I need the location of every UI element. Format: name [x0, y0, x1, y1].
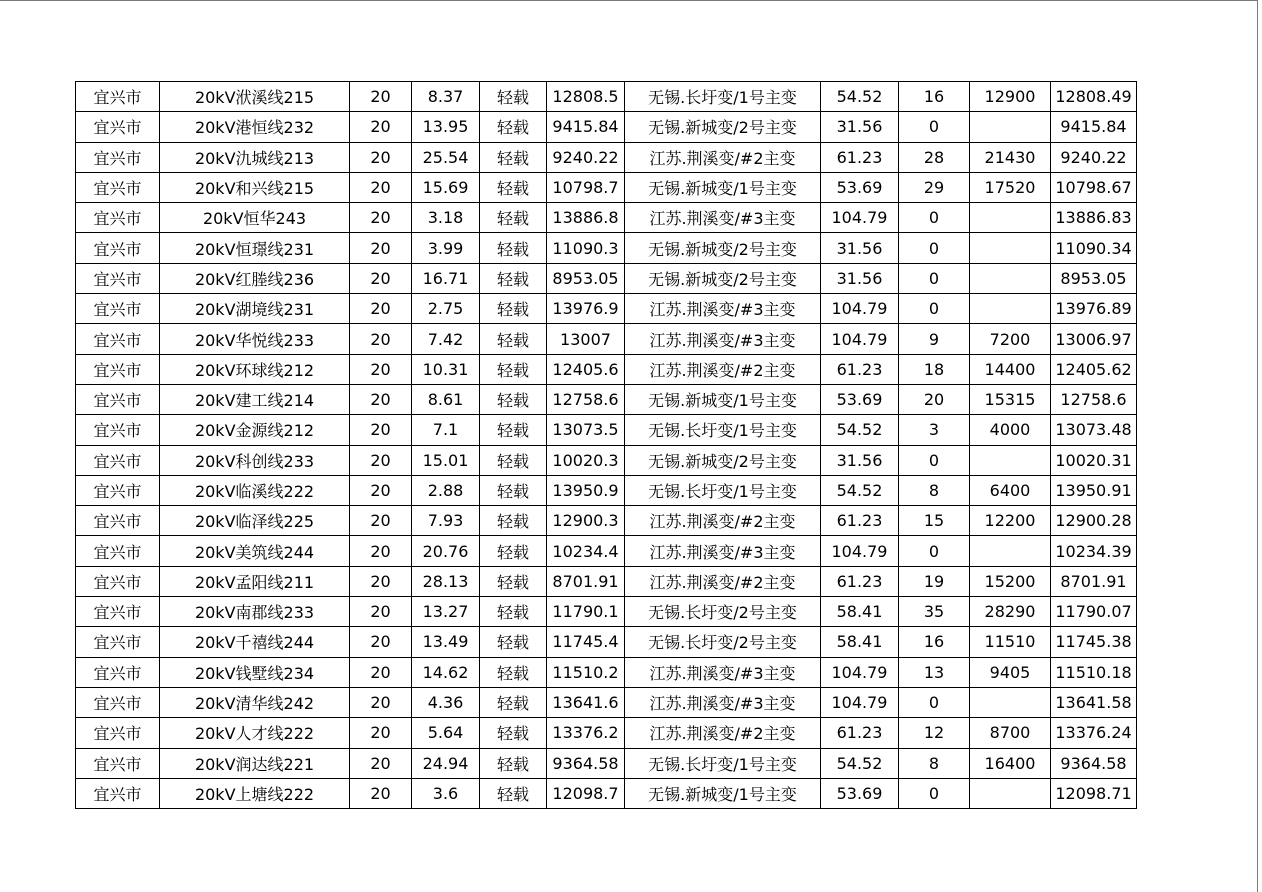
length-cell: 3.6	[412, 778, 480, 808]
table-row	[76, 172, 1137, 202]
count-cell: 12	[899, 718, 970, 748]
transformer-cell: 无锡.长圩变/2号主变	[625, 627, 821, 657]
value-a-cell: 13376.2	[547, 718, 625, 748]
value-c-cell: 13641.58	[1051, 687, 1137, 717]
load-status-cell: 轻载	[480, 718, 547, 748]
count-cell: 20	[899, 384, 970, 414]
transformer-cell: 江苏.荆溪变/#3主变	[625, 324, 821, 354]
voltage-cell: 20	[350, 233, 412, 263]
city-cell: 宜兴市	[76, 536, 160, 566]
value-b-cell	[970, 687, 1051, 717]
value-b-cell: 16400	[970, 748, 1051, 778]
transformer-cell: 江苏.荆溪变/#2主变	[625, 354, 821, 384]
load-status-cell: 轻载	[480, 142, 547, 172]
line-name-cell: 20kV红塍线236	[160, 263, 350, 293]
city-cell: 宜兴市	[76, 566, 160, 596]
count-cell: 0	[899, 112, 970, 142]
transformer-cell: 江苏.荆溪变/#2主变	[625, 566, 821, 596]
line-name-cell: 20kV湖境线231	[160, 294, 350, 324]
length-cell: 8.37	[412, 82, 480, 112]
load-status-cell: 轻载	[480, 627, 547, 657]
city-cell: 宜兴市	[76, 687, 160, 717]
transformer-cell: 无锡.新城变/1号主变	[625, 384, 821, 414]
city-cell: 宜兴市	[76, 627, 160, 657]
table-row	[76, 718, 1137, 748]
value-b-cell: 28290	[970, 597, 1051, 627]
value-b-cell: 15200	[970, 566, 1051, 596]
count-cell: 0	[899, 263, 970, 293]
line-name-cell: 20kV环球线212	[160, 354, 350, 384]
transformer-cell: 无锡.长圩变/1号主变	[625, 415, 821, 445]
load-status-cell: 轻载	[480, 82, 547, 112]
table-row	[76, 324, 1137, 354]
transformer-cell: 无锡.新城变/2号主变	[625, 112, 821, 142]
transformer-cell: 无锡.新城变/2号主变	[625, 233, 821, 263]
line-name-cell: 20kV钱墅线234	[160, 657, 350, 687]
count-cell: 0	[899, 536, 970, 566]
value-c-cell: 13376.24	[1051, 718, 1137, 748]
transformer-cell: 无锡.长圩变/1号主变	[625, 82, 821, 112]
line-name-cell: 20kV恒璟线231	[160, 233, 350, 263]
count-cell: 28	[899, 142, 970, 172]
city-cell: 宜兴市	[76, 324, 160, 354]
count-cell: 15	[899, 506, 970, 536]
city-cell: 宜兴市	[76, 112, 160, 142]
line-name-cell: 20kV华悦线233	[160, 324, 350, 354]
value-b-cell: 8700	[970, 718, 1051, 748]
capacity-cell: 54.52	[821, 475, 899, 505]
load-status-cell: 轻载	[480, 233, 547, 263]
table-row	[76, 657, 1137, 687]
value-c-cell: 13073.48	[1051, 415, 1137, 445]
capacity-cell: 61.23	[821, 506, 899, 536]
line-name-cell: 20kV上塘线222	[160, 778, 350, 808]
length-cell: 16.71	[412, 263, 480, 293]
transformer-cell: 无锡.新城变/1号主变	[625, 172, 821, 202]
value-c-cell: 13006.97	[1051, 324, 1137, 354]
capacity-cell: 104.79	[821, 687, 899, 717]
line-name-cell: 20kV临溪线222	[160, 475, 350, 505]
voltage-cell: 20	[350, 172, 412, 202]
line-name-cell: 20kV美筑线244	[160, 536, 350, 566]
load-status-cell: 轻载	[480, 263, 547, 293]
transformer-cell: 江苏.荆溪变/#2主变	[625, 506, 821, 536]
value-b-cell: 14400	[970, 354, 1051, 384]
table-row	[76, 536, 1137, 566]
value-b-cell: 12900	[970, 82, 1051, 112]
voltage-cell: 20	[350, 324, 412, 354]
voltage-cell: 20	[350, 748, 412, 778]
line-name-cell: 20kV和兴线215	[160, 172, 350, 202]
line-name-cell: 20kV科创线233	[160, 445, 350, 475]
value-a-cell: 8953.05	[547, 263, 625, 293]
value-c-cell: 11510.18	[1051, 657, 1137, 687]
value-a-cell: 11090.3	[547, 233, 625, 263]
length-cell: 15.69	[412, 172, 480, 202]
count-cell: 19	[899, 566, 970, 596]
capacity-cell: 31.56	[821, 445, 899, 475]
table-row	[76, 354, 1137, 384]
voltage-cell: 20	[350, 627, 412, 657]
load-status-cell: 轻载	[480, 172, 547, 202]
table-row	[76, 506, 1137, 536]
transformer-cell: 无锡.长圩变/1号主变	[625, 748, 821, 778]
value-a-cell: 10020.3	[547, 445, 625, 475]
value-a-cell: 9415.84	[547, 112, 625, 142]
count-cell: 8	[899, 475, 970, 505]
voltage-cell: 20	[350, 506, 412, 536]
load-status-cell: 轻载	[480, 324, 547, 354]
table-row	[76, 748, 1137, 778]
load-status-cell: 轻载	[480, 112, 547, 142]
line-name-cell: 20kV氿城线213	[160, 142, 350, 172]
table-row	[76, 203, 1137, 233]
length-cell: 3.99	[412, 233, 480, 263]
table-row	[76, 627, 1137, 657]
voltage-cell: 20	[350, 112, 412, 142]
value-b-cell: 6400	[970, 475, 1051, 505]
table-row	[76, 597, 1137, 627]
table-row	[76, 415, 1137, 445]
table-row	[76, 294, 1137, 324]
line-name-cell: 20kV千禧线244	[160, 627, 350, 657]
value-b-cell	[970, 445, 1051, 475]
voltage-cell: 20	[350, 82, 412, 112]
value-b-cell	[970, 536, 1051, 566]
city-cell: 宜兴市	[76, 82, 160, 112]
load-status-cell: 轻载	[480, 657, 547, 687]
count-cell: 13	[899, 657, 970, 687]
count-cell: 0	[899, 294, 970, 324]
voltage-cell: 20	[350, 294, 412, 324]
length-cell: 25.54	[412, 142, 480, 172]
load-status-cell: 轻载	[480, 445, 547, 475]
value-b-cell: 15315	[970, 384, 1051, 414]
value-c-cell: 12405.62	[1051, 354, 1137, 384]
voltage-cell: 20	[350, 597, 412, 627]
voltage-cell: 20	[350, 475, 412, 505]
transformer-cell: 江苏.荆溪变/#3主变	[625, 687, 821, 717]
transformer-cell: 江苏.荆溪变/#2主变	[625, 718, 821, 748]
voltage-cell: 20	[350, 354, 412, 384]
value-a-cell: 12758.6	[547, 384, 625, 414]
value-b-cell	[970, 233, 1051, 263]
load-status-cell: 轻载	[480, 687, 547, 717]
value-a-cell: 9364.58	[547, 748, 625, 778]
value-c-cell: 10020.31	[1051, 445, 1137, 475]
load-status-cell: 轻载	[480, 384, 547, 414]
load-status-cell: 轻载	[480, 566, 547, 596]
capacity-cell: 104.79	[821, 536, 899, 566]
value-a-cell: 11790.1	[547, 597, 625, 627]
transformer-cell: 江苏.荆溪变/#2主变	[625, 142, 821, 172]
length-cell: 7.93	[412, 506, 480, 536]
load-status-cell: 轻载	[480, 506, 547, 536]
value-a-cell: 13641.6	[547, 687, 625, 717]
table-row	[76, 112, 1137, 142]
value-c-cell: 9240.22	[1051, 142, 1137, 172]
load-status-cell: 轻载	[480, 597, 547, 627]
capacity-cell: 104.79	[821, 203, 899, 233]
value-c-cell: 8953.05	[1051, 263, 1137, 293]
count-cell: 16	[899, 627, 970, 657]
voltage-cell: 20	[350, 203, 412, 233]
value-a-cell: 13950.9	[547, 475, 625, 505]
value-c-cell: 13976.89	[1051, 294, 1137, 324]
transformer-cell: 无锡.长圩变/2号主变	[625, 597, 821, 627]
load-status-cell: 轻载	[480, 748, 547, 778]
line-name-cell: 20kV润达线221	[160, 748, 350, 778]
value-c-cell: 10798.67	[1051, 172, 1137, 202]
count-cell: 16	[899, 82, 970, 112]
line-name-cell: 20kV洑溪线215	[160, 82, 350, 112]
value-b-cell: 12200	[970, 506, 1051, 536]
table-row	[76, 445, 1137, 475]
transformer-cell: 江苏.荆溪变/#3主变	[625, 294, 821, 324]
transformer-cell: 无锡.新城变/1号主变	[625, 778, 821, 808]
capacity-cell: 58.41	[821, 597, 899, 627]
table-row	[76, 384, 1137, 414]
load-status-cell: 轻载	[480, 294, 547, 324]
city-cell: 宜兴市	[76, 384, 160, 414]
capacity-cell: 104.79	[821, 294, 899, 324]
value-a-cell: 11745.4	[547, 627, 625, 657]
value-c-cell: 9364.58	[1051, 748, 1137, 778]
data-table	[75, 81, 1137, 809]
load-status-cell: 轻载	[480, 354, 547, 384]
value-a-cell: 10234.4	[547, 536, 625, 566]
value-a-cell: 13976.9	[547, 294, 625, 324]
city-cell: 宜兴市	[76, 506, 160, 536]
count-cell: 0	[899, 203, 970, 233]
length-cell: 24.94	[412, 748, 480, 778]
voltage-cell: 20	[350, 384, 412, 414]
transformer-cell: 无锡.新城变/2号主变	[625, 445, 821, 475]
value-a-cell: 13007	[547, 324, 625, 354]
city-cell: 宜兴市	[76, 778, 160, 808]
value-a-cell: 13073.5	[547, 415, 625, 445]
count-cell: 0	[899, 778, 970, 808]
table-row	[76, 82, 1137, 112]
line-name-cell: 20kV临泽线225	[160, 506, 350, 536]
value-c-cell: 10234.39	[1051, 536, 1137, 566]
value-c-cell: 12900.28	[1051, 506, 1137, 536]
line-name-cell: 20kV金源线212	[160, 415, 350, 445]
length-cell: 7.42	[412, 324, 480, 354]
value-a-cell: 11510.2	[547, 657, 625, 687]
table-row	[76, 233, 1137, 263]
table-row	[76, 475, 1137, 505]
value-b-cell: 17520	[970, 172, 1051, 202]
line-name-cell: 20kV人才线222	[160, 718, 350, 748]
capacity-cell: 53.69	[821, 778, 899, 808]
capacity-cell: 54.52	[821, 748, 899, 778]
city-cell: 宜兴市	[76, 294, 160, 324]
value-c-cell: 8701.91	[1051, 566, 1137, 596]
length-cell: 8.61	[412, 384, 480, 414]
capacity-cell: 61.23	[821, 566, 899, 596]
value-c-cell: 12808.49	[1051, 82, 1137, 112]
table-row	[76, 142, 1137, 172]
capacity-cell: 53.69	[821, 384, 899, 414]
count-cell: 0	[899, 233, 970, 263]
line-name-cell: 20kV港恒线232	[160, 112, 350, 142]
transformer-cell: 江苏.荆溪变/#3主变	[625, 203, 821, 233]
value-a-cell: 8701.91	[547, 566, 625, 596]
city-cell: 宜兴市	[76, 415, 160, 445]
city-cell: 宜兴市	[76, 354, 160, 384]
city-cell: 宜兴市	[76, 657, 160, 687]
voltage-cell: 20	[350, 778, 412, 808]
length-cell: 20.76	[412, 536, 480, 566]
line-name-cell: 20kV建工线214	[160, 384, 350, 414]
value-b-cell	[970, 263, 1051, 293]
city-cell: 宜兴市	[76, 233, 160, 263]
value-c-cell: 9415.84	[1051, 112, 1137, 142]
city-cell: 宜兴市	[76, 475, 160, 505]
voltage-cell: 20	[350, 415, 412, 445]
value-c-cell: 11090.34	[1051, 233, 1137, 263]
length-cell: 2.75	[412, 294, 480, 324]
voltage-cell: 20	[350, 657, 412, 687]
length-cell: 10.31	[412, 354, 480, 384]
voltage-cell: 20	[350, 566, 412, 596]
value-c-cell: 11745.38	[1051, 627, 1137, 657]
count-cell: 3	[899, 415, 970, 445]
capacity-cell: 53.69	[821, 172, 899, 202]
line-name-cell: 20kV孟阳线211	[160, 566, 350, 596]
value-c-cell: 11790.07	[1051, 597, 1137, 627]
capacity-cell: 31.56	[821, 112, 899, 142]
capacity-cell: 31.56	[821, 263, 899, 293]
capacity-cell: 61.23	[821, 142, 899, 172]
length-cell: 13.49	[412, 627, 480, 657]
value-b-cell: 4000	[970, 415, 1051, 445]
length-cell: 2.88	[412, 475, 480, 505]
value-a-cell: 10798.7	[547, 172, 625, 202]
city-cell: 宜兴市	[76, 718, 160, 748]
city-cell: 宜兴市	[76, 263, 160, 293]
voltage-cell: 20	[350, 536, 412, 566]
transformer-cell: 无锡.长圩变/1号主变	[625, 475, 821, 505]
city-cell: 宜兴市	[76, 203, 160, 233]
city-cell: 宜兴市	[76, 142, 160, 172]
value-b-cell: 7200	[970, 324, 1051, 354]
value-b-cell: 11510	[970, 627, 1051, 657]
capacity-cell: 54.52	[821, 82, 899, 112]
load-status-cell: 轻载	[480, 778, 547, 808]
line-name-cell: 20kV南郡线233	[160, 597, 350, 627]
length-cell: 13.95	[412, 112, 480, 142]
load-status-cell: 轻载	[480, 475, 547, 505]
capacity-cell: 104.79	[821, 657, 899, 687]
value-a-cell: 9240.22	[547, 142, 625, 172]
transformer-cell: 无锡.新城变/2号主变	[625, 263, 821, 293]
value-a-cell: 12098.7	[547, 778, 625, 808]
capacity-cell: 58.41	[821, 627, 899, 657]
table-row	[76, 263, 1137, 293]
length-cell: 4.36	[412, 687, 480, 717]
value-a-cell: 12405.6	[547, 354, 625, 384]
count-cell: 0	[899, 445, 970, 475]
length-cell: 5.64	[412, 718, 480, 748]
count-cell: 35	[899, 597, 970, 627]
count-cell: 8	[899, 748, 970, 778]
city-cell: 宜兴市	[76, 445, 160, 475]
line-name-cell: 20kV恒华243	[160, 203, 350, 233]
voltage-cell: 20	[350, 718, 412, 748]
value-b-cell	[970, 294, 1051, 324]
value-a-cell: 13886.8	[547, 203, 625, 233]
value-a-cell: 12900.3	[547, 506, 625, 536]
value-c-cell: 12758.6	[1051, 384, 1137, 414]
city-cell: 宜兴市	[76, 748, 160, 778]
count-cell: 18	[899, 354, 970, 384]
value-b-cell	[970, 112, 1051, 142]
voltage-cell: 20	[350, 687, 412, 717]
transformer-cell: 江苏.荆溪变/#3主变	[625, 536, 821, 566]
length-cell: 14.62	[412, 657, 480, 687]
length-cell: 28.13	[412, 566, 480, 596]
length-cell: 15.01	[412, 445, 480, 475]
line-name-cell: 20kV清华线242	[160, 687, 350, 717]
table-row	[76, 566, 1137, 596]
length-cell: 7.1	[412, 415, 480, 445]
table-row	[76, 687, 1137, 717]
value-c-cell: 12098.71	[1051, 778, 1137, 808]
value-c-cell: 13886.83	[1051, 203, 1137, 233]
value-c-cell: 13950.91	[1051, 475, 1137, 505]
city-cell: 宜兴市	[76, 597, 160, 627]
capacity-cell: 61.23	[821, 354, 899, 384]
capacity-cell: 54.52	[821, 415, 899, 445]
table-row	[76, 778, 1137, 808]
value-b-cell: 21430	[970, 142, 1051, 172]
length-cell: 13.27	[412, 597, 480, 627]
length-cell: 3.18	[412, 203, 480, 233]
capacity-cell: 104.79	[821, 324, 899, 354]
voltage-cell: 20	[350, 263, 412, 293]
value-b-cell	[970, 778, 1051, 808]
capacity-cell: 61.23	[821, 718, 899, 748]
voltage-cell: 20	[350, 445, 412, 475]
transformer-cell: 江苏.荆溪变/#3主变	[625, 657, 821, 687]
load-status-cell: 轻载	[480, 415, 547, 445]
count-cell: 9	[899, 324, 970, 354]
table-body	[76, 82, 1137, 809]
load-status-cell: 轻载	[480, 203, 547, 233]
capacity-cell: 31.56	[821, 233, 899, 263]
value-b-cell	[970, 203, 1051, 233]
value-b-cell: 9405	[970, 657, 1051, 687]
count-cell: 29	[899, 172, 970, 202]
voltage-cell: 20	[350, 142, 412, 172]
value-a-cell: 12808.5	[547, 82, 625, 112]
load-status-cell: 轻载	[480, 536, 547, 566]
count-cell: 0	[899, 687, 970, 717]
city-cell: 宜兴市	[76, 172, 160, 202]
